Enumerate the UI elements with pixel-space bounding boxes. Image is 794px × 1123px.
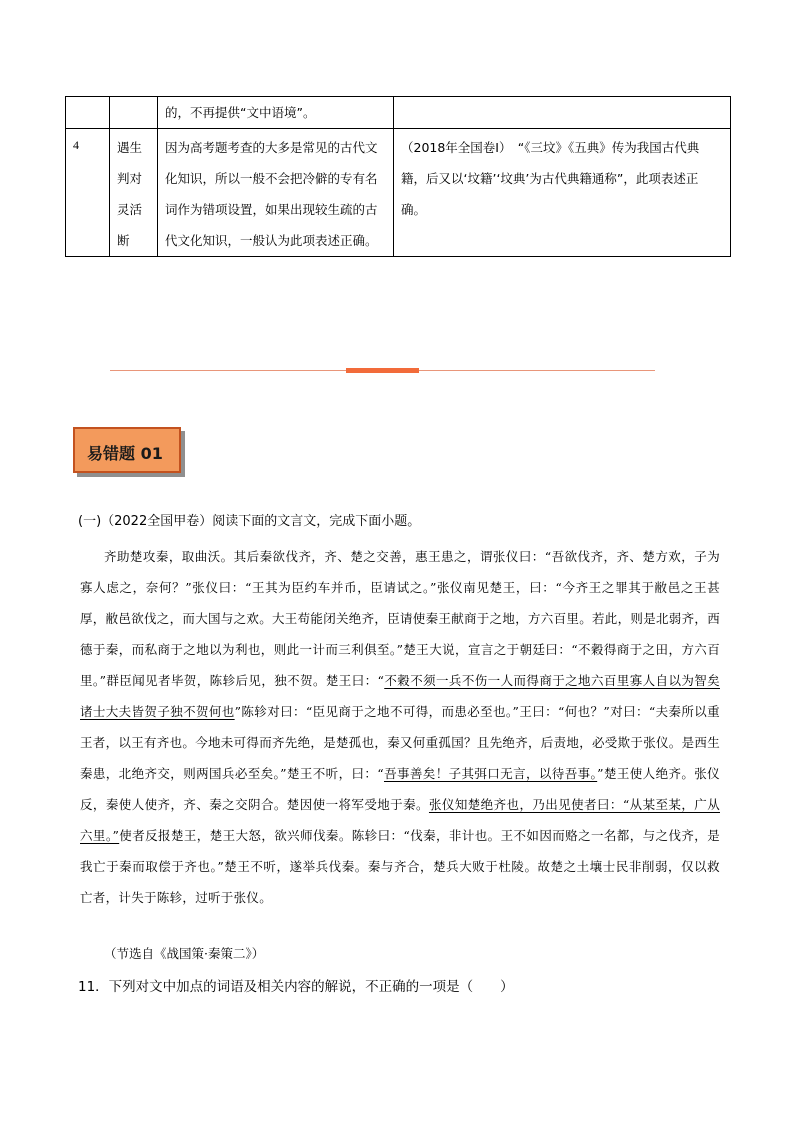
- table-row: [66, 129, 731, 257]
- passage-text: 使者反报楚王，楚王大怒，欲兴师伐秦。陈轸曰：“伐秦，非计也。王不如因而赂之一名都，与之伐齐，是我亡于秦而取偿于齐也。”楚王不听，遂举兵伐秦。秦与齐合，楚兵大败于杜陵。故楚之土壤士民非削弱，仅以救亡者，计失于陈轸，过听于张仪。: [80, 828, 720, 905]
- passage-intro: (一)（2022全国甲卷）阅读下面的文言文，完成下面小题。: [78, 514, 421, 529]
- table-cell: [66, 97, 110, 129]
- table-cell: [394, 97, 731, 129]
- passage-source: （节选自《战国策·秦策二》）: [104, 946, 265, 961]
- row-number: 4: [66, 129, 110, 257]
- row-explanation: 因为高考题考查的大多是常见的古代文化知识，所以一般不会把冷僻的专有名词作为错项设置，如果出现较生疏的古代文化知识，一般认为此项表述正确。: [158, 129, 394, 257]
- table-row: [66, 97, 731, 129]
- underlined-sentence: 吾事善矣！子其弭口无言，以待吾事。: [383, 766, 598, 781]
- passage-text: ”楚王使人绝齐。张仪反，秦使人使齐，齐、秦之交阴合。楚因使一将军受地于秦。: [80, 766, 720, 812]
- row-example: （2018年全国卷Ⅰ） “《三坟》《五典》传为我国古代典籍，后又以‘坟籍’‘坟典’为古代典籍通称”，此项表述正确。: [394, 129, 731, 257]
- section-badge: [73, 427, 181, 473]
- knowledge-table: [65, 96, 731, 257]
- badge-label: 易错题 01: [87, 444, 163, 463]
- classical-passage: [80, 541, 720, 913]
- row-label: 遇生判对灵活断: [110, 129, 158, 257]
- question-11: 11．下列对文中加点的词语及相关内容的解说，不正确的一项是（ ）: [78, 979, 514, 995]
- passage-text: 齐助楚攻秦，取曲沃。其后秦欲伐齐，齐、楚之交善，惠王患之，谓张仪曰：“吾欲伐齐，齐、楚方欢，子为寡人虑之，奈何？”张仪曰：“王其为臣约车并币，臣请试之。”张仪南见楚王，曰：“今齐王之罪其于敝邑之王甚厚，敝邑欲伐之，而大国与之欢。大王苟能闭关绝齐，臣请使秦王献商于之地，方六百里。若此，则是北弱齐，西德于秦，而私商于之地以为利也，则此一计而三利俱至。”楚王大说，宣言之于朝廷曰：“不穀得商于之田，方六百里。”群臣闻见者毕贺，陈轸后见，独不贺。楚王曰：“: [80, 549, 721, 688]
- underlined-sentence: 不穀不须一兵不伤一人而得商于之地六百里寡人自以为智矣诸士大夫皆贺子独不贺何也: [80, 673, 720, 719]
- divider-accent: [346, 368, 419, 373]
- underlined-sentence: 张仪知楚绝齐也，乃出见使者曰：“从某至某，广从六里。”: [80, 797, 720, 843]
- passage-text: ”陈轸对曰：“臣见商于之地不可得，而患必至也。”王曰：“何也？”对曰：“夫秦所以重王者，以王有齐也。今地未可得而齐先绝，是楚孤也，秦又何重孤国？且先绝齐，后责地，必受欺于张仪。是西生秦患，北绝齐交，则两国兵必至矣。”楚王不听，曰：“: [80, 704, 721, 781]
- table-cell: [110, 97, 158, 129]
- table-cell: 的，不再提供“文中语境”。: [158, 97, 394, 129]
